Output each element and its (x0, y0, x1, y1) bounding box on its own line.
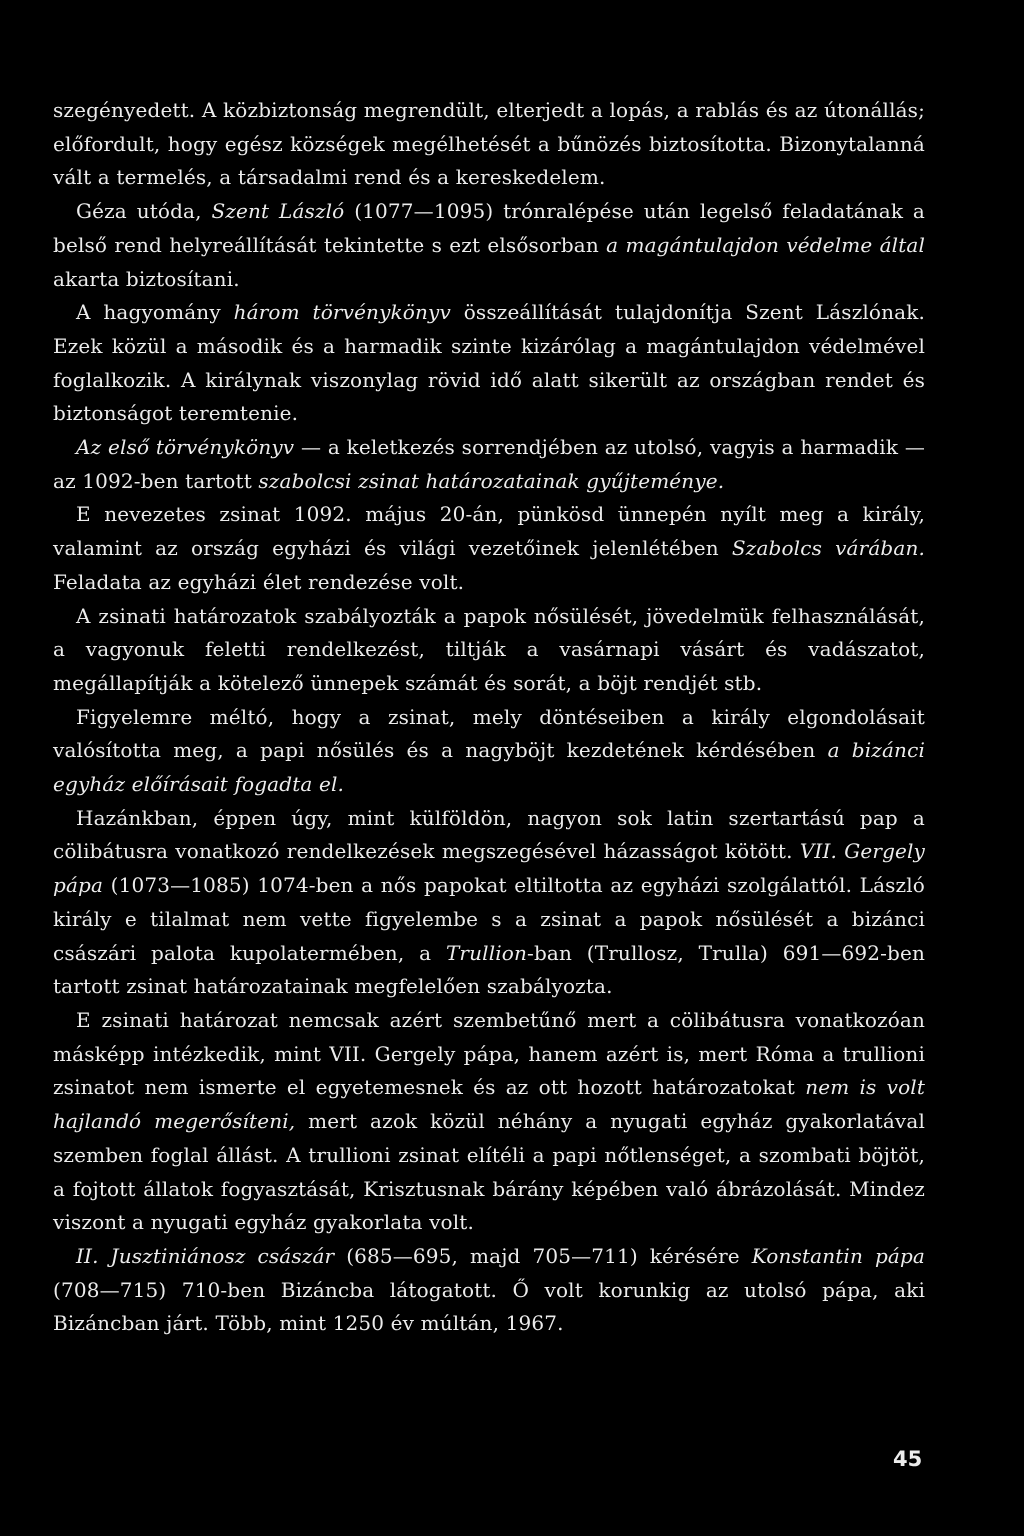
text-run: -ban (Trullosz, Trulla) 691—692-ben tartott zsinat határozatainak megfelelően szabályozta. (53, 940, 925, 999)
paragraph (53, 701, 925, 802)
italic-text-run: VII. Gergely pápa (53, 839, 925, 898)
text-run: A zsinati határozatok szabályozták a papok nősülését, jövedelmük felhasználását, a vagyonuk feletti rendelkezést, tiltják a vasárnapi vásárt és vadászatot, megállapítják a kötelező ünnepek számát és sorát, a böjt rendjét stb. (53, 603, 925, 695)
text-run: (708—715) 710-ben Bizáncba látogatott. Ő volt korunkig az utolsó pápa, aki Bizáncban járt. Több, mint 1250 év múltán, 1967. (53, 1277, 925, 1336)
text-run: Hazánkban, éppen úgy, mint külföldön, nagyon sok latin szertartású pap a cölibátusra vonatkozó rendelkezések megszegésével házasságot kötött. (53, 805, 925, 864)
text-run: — a keletkezés sorrendjében az utolsó, vagyis a harmadik — az 1092-ben tartott (53, 435, 925, 493)
text-run: (1073—1085) 1074-ben a nős papokat eltiltotta az egyházi szolgálattól. László király e tilalmat nem vette figyelembe s a zsinat a papok nősülését a bizánci császári palota kupolatermében, a (53, 873, 925, 965)
text-run: (685—695, majd 705—711) kérésére (334, 1243, 752, 1268)
italic-text-run: nem is volt hajlandó megerősíteni, (53, 1075, 926, 1134)
text-run: A hagyomány (76, 300, 234, 325)
page-number: 45 (893, 1447, 923, 1471)
text-run: Feladata az egyházi élet rendezése volt. (53, 569, 465, 594)
italic-text-run: szabolcsi zsinat határozatainak gyűjteménye. (258, 468, 725, 493)
italic-text-run: Konstantin pápa (751, 1243, 925, 1268)
paragraph (53, 296, 925, 431)
text-run: E nevezetes zsinat 1092. május 20-án, pünkösd ünnepén nyílt meg a király, valamint az ország egyházi és világi vezetőinek jelenlétében (53, 502, 925, 561)
italic-text-run: a magántulajdon védelme által (606, 232, 926, 257)
italic-text-run: a bizánci egyház előírásait fogadta el. (53, 738, 925, 797)
italic-text-run: II. Jusztiniánosz császár (76, 1243, 335, 1268)
text-run: mert azok közül néhány a nyugati egyház gyakorlatával szemben foglal állást. A trullioni zsinat elítéli a papi nőtlenséget, a szombati böjtöt, a fojtott állatok fogyasztását, Krisztusnak bárány képében való ábrázolását. Mindez viszont a nyugati egyház gyakorlata volt. (53, 1109, 925, 1235)
italic-text-run: Trullion (445, 940, 528, 965)
paragraph (53, 431, 925, 498)
paragraph (53, 600, 925, 701)
paragraph (53, 802, 925, 1004)
paragraph (53, 94, 925, 195)
text-run: szegényedett. A közbiztonság megrendült, elterjedt a lopás, a rablás és az útonállás; előfordult, hogy egész községek megélhetését a bűnözés biztosította. Bizonytalanná vált a termelés, a társadalmi rend és a kereskedelem. (53, 98, 925, 190)
text-run: Géza utóda, (76, 199, 212, 224)
text-run: (1077—1095) trónralépése után legelső feladatának a belső rend helyreállítását tekintette s ezt elsősorban (53, 199, 925, 257)
text-run: akarta biztosítani. (53, 266, 240, 291)
text-run: E zsinati határozat nemcsak azért szembetűnő mert a cölibátusra vonatkozóan másképp intézkedik, mint VII. Gergely pápa, hanem azért is, mert Róma a trullioni zsinatot nem ismerte el egyetemesnek és az ott hozott határozatokat (53, 1007, 925, 1100)
paragraph (53, 195, 925, 296)
paragraph (53, 1240, 925, 1341)
paragraph (53, 1004, 925, 1240)
italic-text-run: Az első törvénykönyv (76, 435, 295, 460)
page-body-text (53, 94, 925, 1341)
italic-text-run: Szent László (211, 199, 345, 224)
text-run: összeállítását tulajdonítja Szent Lászlónak. Ezek közül a második és a harmadik szinte kizárólag a magántulajdon védelmével foglalkozik. A királynak viszonylag rövid idő alatt sikerült az országban rendet és biztonságot teremtenie. (53, 300, 925, 426)
text-run: Figyelemre méltó, hogy a zsinat, mely döntéseiben a király elgondolásait valósította meg, a papi nősülés és a nagyböjt kezdetének kérdésében (53, 704, 925, 763)
paragraph (53, 498, 925, 599)
italic-text-run: Szabolcs várában. (731, 536, 925, 561)
italic-text-run: három törvénykönyv (233, 300, 451, 325)
